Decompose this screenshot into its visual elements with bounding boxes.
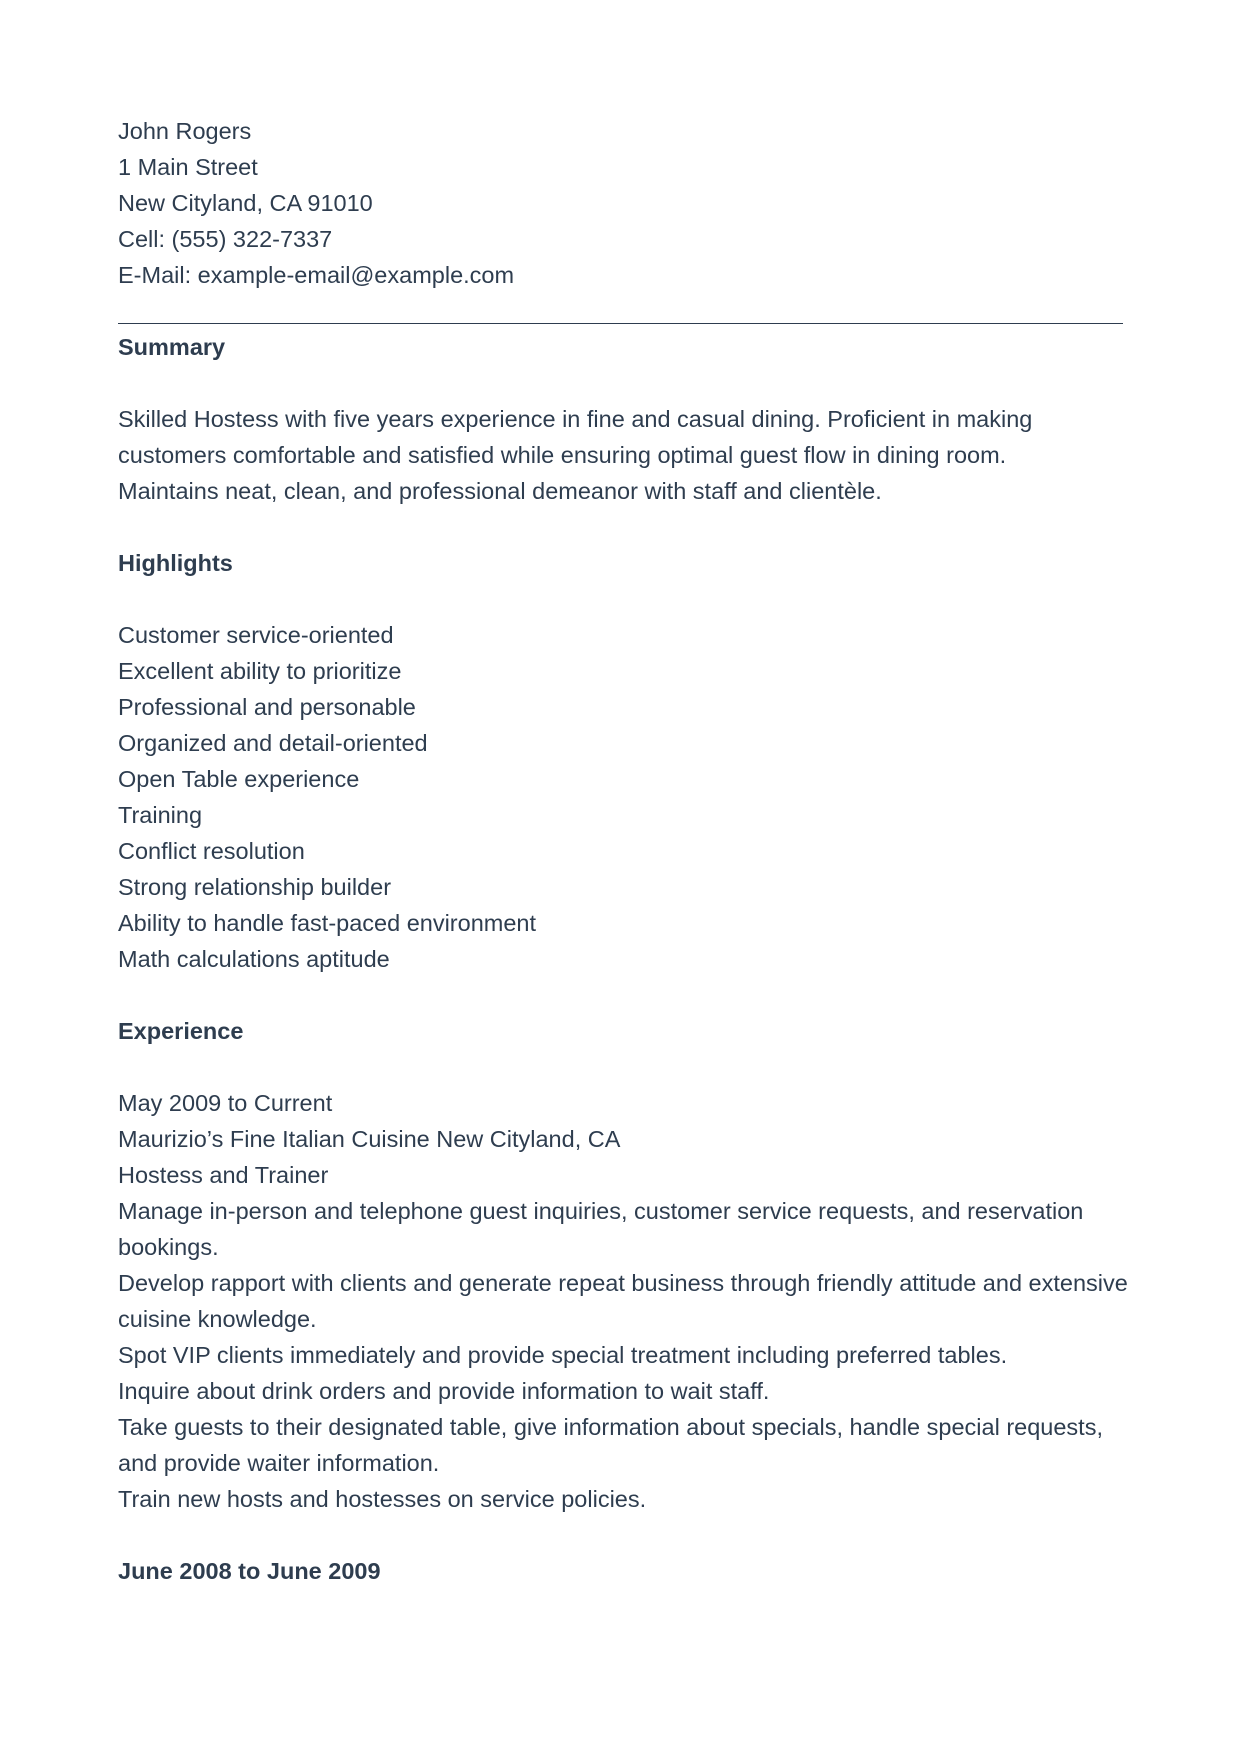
summary-line: customers comfortable and satisfied while ensuring optimal guest flow in dining room. bbox=[118, 442, 1007, 468]
job-title: Hostess and Trainer bbox=[118, 1162, 329, 1188]
summary-line: Maintains neat, clean, and professional demeanor with staff and clientèle. bbox=[118, 478, 882, 504]
job-duty: Inquire about drink orders and provide information to wait staff. bbox=[118, 1378, 770, 1404]
highlight-item: Customer service-oriented bbox=[118, 622, 394, 648]
summary-line: Skilled Hostess with five years experience in fine and casual dining. Proficient in making bbox=[118, 406, 1033, 432]
contact-name: John Rogers bbox=[118, 118, 252, 144]
highlights-heading: Highlights bbox=[118, 550, 233, 576]
job-dates: May 2009 to Current bbox=[118, 1090, 333, 1116]
contact-cell: Cell: (555) 322-7337 bbox=[118, 226, 333, 252]
job-duty: Spot VIP clients immediately and provide special treatment including preferred tables. bbox=[118, 1342, 1008, 1368]
divider-line bbox=[118, 293, 1128, 329]
job-duty: Take guests to their designated table, give information about specials, handle special requests, and provide waiter information. bbox=[118, 1414, 1103, 1476]
spacer bbox=[118, 581, 1128, 617]
highlight-item: Open Table experience bbox=[118, 766, 360, 792]
job-dates-heading: June 2008 to June 2009 bbox=[118, 1558, 381, 1584]
job-duty: Train new hosts and hostesses on service policies. bbox=[118, 1486, 647, 1512]
spacer bbox=[118, 1049, 1128, 1085]
job-duty: Manage in-person and telephone guest inquiries, customer service requests, and reservation bookings. bbox=[118, 1198, 1084, 1260]
resume-document bbox=[118, 113, 1128, 1589]
highlight-item: Ability to handle fast-paced environment bbox=[118, 910, 537, 936]
contact-street: 1 Main Street bbox=[118, 154, 258, 180]
spacer bbox=[118, 509, 1128, 545]
highlight-item: Professional and personable bbox=[118, 694, 416, 720]
highlight-item: Training bbox=[118, 802, 203, 828]
highlight-item: Organized and detail-oriented bbox=[118, 730, 428, 756]
job-duty: Develop rapport with clients and generate repeat business through friendly attitude and extensive cuisine knowledge. bbox=[118, 1270, 1128, 1332]
highlight-item: Math calculations aptitude bbox=[118, 946, 390, 972]
highlight-item: Strong relationship builder bbox=[118, 874, 392, 900]
spacer bbox=[118, 365, 1128, 401]
contact-city: New Cityland, CA 91010 bbox=[118, 190, 373, 216]
contact-email: E-Mail: example-email@example.com bbox=[118, 262, 515, 288]
spacer bbox=[118, 1517, 1128, 1553]
highlight-item: Excellent ability to prioritize bbox=[118, 658, 402, 684]
highlight-item: Conflict resolution bbox=[118, 838, 305, 864]
job-employer: Maurizio’s Fine Italian Cuisine New Cityland, CA bbox=[118, 1126, 621, 1152]
spacer bbox=[118, 977, 1128, 1013]
summary-heading: Summary bbox=[118, 334, 226, 360]
experience-heading: Experience bbox=[118, 1018, 244, 1044]
